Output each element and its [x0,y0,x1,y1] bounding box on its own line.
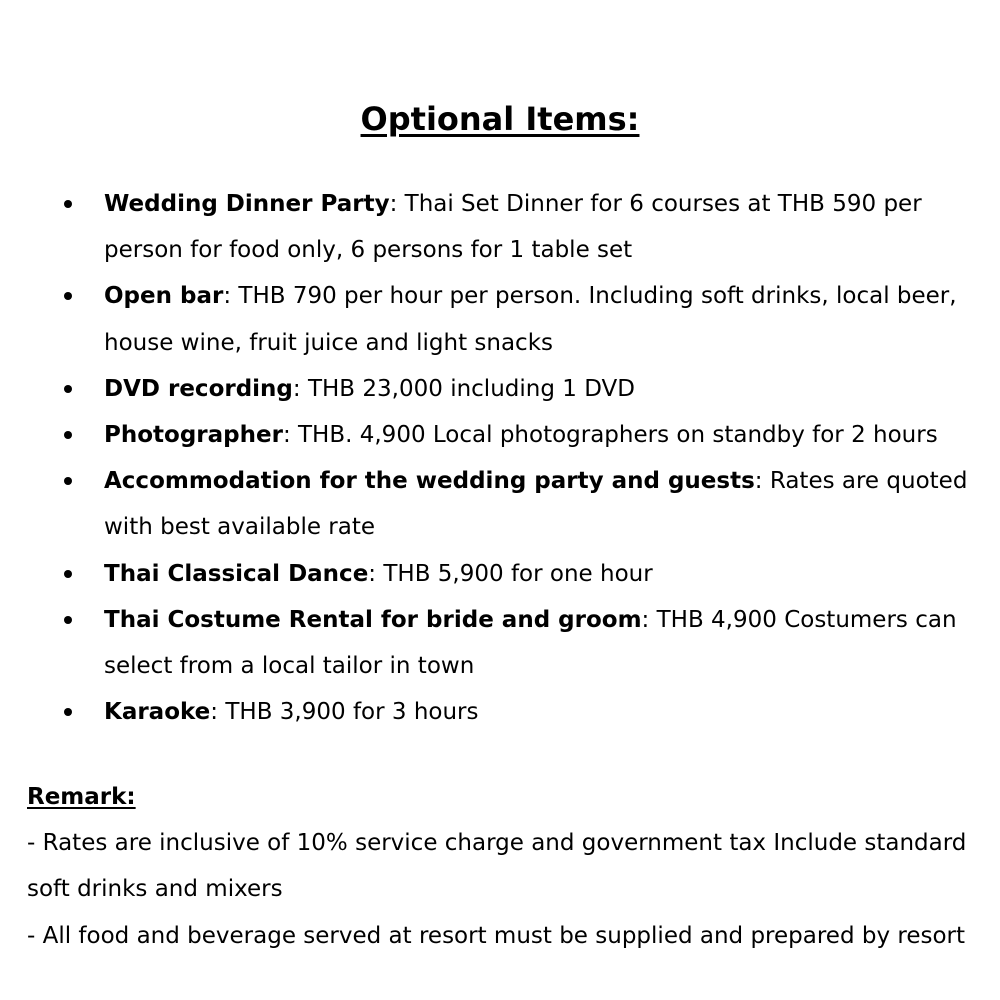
item-text: : THB 3,900 for 3 hours [210,699,479,726]
item-label: Thai Classical Dance [104,560,369,587]
item-label: Accommodation for the wedding party and guests [104,468,755,495]
item-label: Karaoke [104,699,211,726]
item-text: : THB 4,900 Costumers can select from a local tailor in town [104,606,957,680]
bullet-icon [64,477,72,485]
bullet-icon [64,385,72,393]
item-text: : Thai Set Dinner for 6 courses at THB 590 per person for food only, 6 persons for 1 table set [104,191,922,264]
bullet-icon [64,292,72,300]
optional-items-list [104,181,974,735]
item-text: : Rates are quoted with best available rate [104,468,968,541]
list-item-wedding-dinner-party [104,181,974,273]
item-label: Thai Costume Rental for bride and groom [104,606,642,633]
item-text: : THB. 4,900 Local photographers on standby for 2 hours [282,422,938,449]
page-title: Optional Items: [360,100,640,138]
bullet-icon [64,570,72,578]
bullet-icon [64,431,72,439]
remark-title: Remark: [27,784,136,810]
list-item-accommodation [104,458,974,550]
remark-line: - Rates are inclusive of 10% service charge and government tax Include standard soft drinks and mixers [27,830,967,903]
item-text: : THB 23,000 including 1 DVD [292,375,635,402]
list-item-open-bar [104,273,974,365]
item-label: Wedding Dinner Party [104,191,390,217]
remark-section [27,774,977,959]
bullet-icon [64,200,72,208]
list-item-dvd-recording [104,366,974,412]
item-label: Photographer [104,422,283,449]
item-text: : THB 790 per hour per person. Including soft drinks, local beer, house wine, fruit juice and light snacks [104,283,957,356]
bullet-icon [64,616,72,624]
item-label: DVD recording [104,375,293,402]
item-label: Open bar [104,283,224,310]
list-item-karaoke [104,689,974,735]
remark-line: - All food and beverage served at resort must be supplied and prepared by resort [27,922,966,949]
bullet-icon [64,708,72,716]
item-text: : THB 5,900 for one hour [368,560,653,587]
list-item-photographer [104,412,974,458]
list-item-thai-classical-dance [104,551,974,597]
list-item-thai-costume-rental [104,597,974,689]
